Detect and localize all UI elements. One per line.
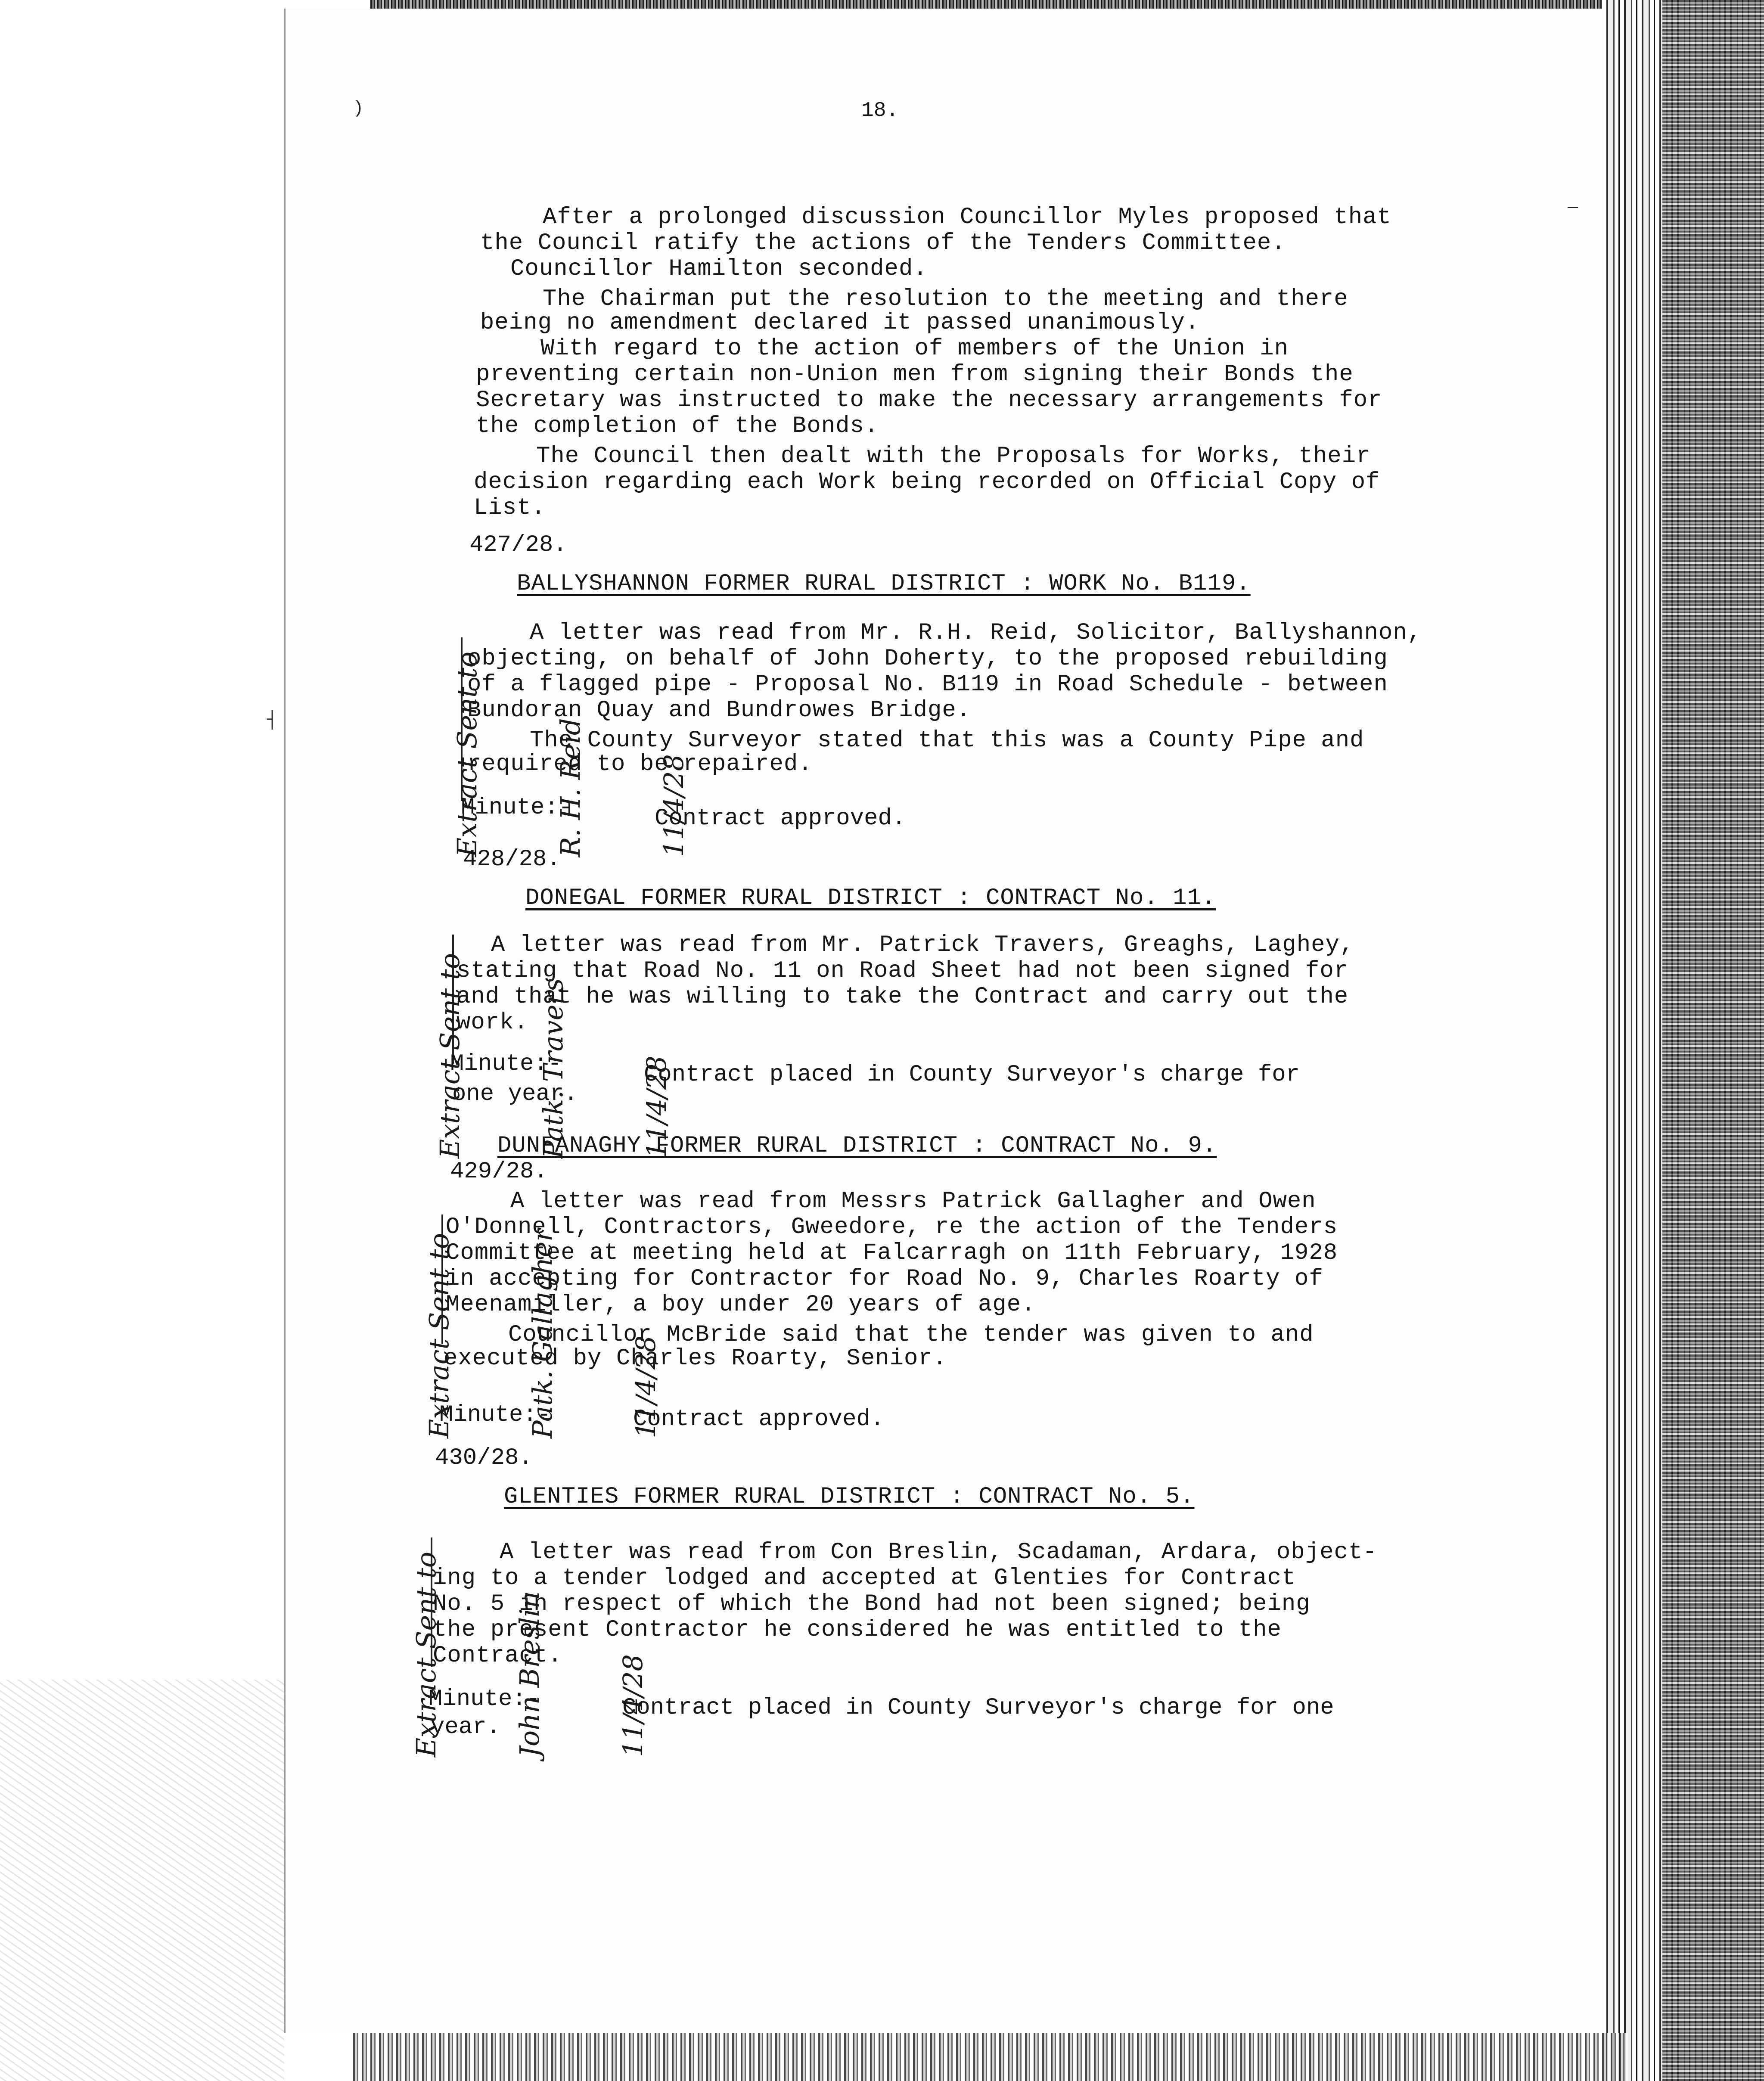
scan-mark: ) — [353, 99, 364, 118]
minute-text: one year. — [452, 1081, 578, 1107]
handwritten-annotation: Extract Sent to Patk. Gallagher 11/4/28 — [423, 1229, 662, 1438]
body-line: A letter was read from Con Breslin, Scadaman, Ardara, object- — [500, 1539, 1377, 1565]
intro-line: Councillor Hamilton seconded. — [510, 256, 928, 282]
minute-text: year. — [431, 1714, 501, 1740]
intro-line: After a prolonged discussion Councillor Myles proposed that — [543, 204, 1391, 230]
handwritten-annotation: Extract Sent to Patk. Travers 11/4/28 — [434, 953, 672, 1159]
body-line: A letter was read from Messrs Patrick Gallagher and Owen — [510, 1188, 1316, 1214]
body-line: required to be repaired. — [467, 751, 813, 777]
intro-line: decision regarding each Work being recorded on Official Copy of — [474, 469, 1380, 495]
scan-noise — [0, 1680, 284, 2081]
scan-mark: — — [1568, 198, 1578, 217]
body-line: executed by Charles Roarty, Senior. — [444, 1345, 947, 1372]
body-line: in accepting for Contractor for Road No. 9, Charles Roarty of — [446, 1266, 1323, 1292]
minute-text: Contract approved. — [633, 1406, 885, 1432]
book-page-edges-shade — [1662, 0, 1764, 2081]
intro-line: the Council ratify the actions of the Tenders Committee. — [480, 230, 1286, 256]
body-line: O'Donnell, Contractors, Gweedore, re the action of the Tenders — [446, 1214, 1338, 1240]
body-line: work. — [457, 1009, 529, 1036]
section-heading: DONEGAL FORMER RURAL DISTRICT : CONTRACT No. 11. — [525, 885, 1216, 911]
section-heading: GLENTIES FORMER RURAL DISTRICT : CONTRACT No. 5. — [504, 1484, 1195, 1510]
handwritten-annotation: Extract Sent to R. H. Reid 11/4/28 — [451, 651, 689, 857]
body-line: and that he was willing to take the Contract and carry out the — [457, 984, 1349, 1010]
minute-text: Contract placed in County Surveyor's charge for one — [622, 1695, 1334, 1721]
body-line: The County Surveyor stated that this was a County Pipe and — [530, 727, 1364, 754]
minute-label: Minute:- — [429, 1686, 540, 1712]
body-line: A letter was read from Mr. R.H. Reid, Solicitor, Ballyshannon, — [530, 620, 1422, 646]
minute-label: Minute:- — [439, 1402, 551, 1428]
handwritten-annotation: Extract Sent to John Breslin 11/4/28 — [410, 1551, 649, 1757]
body-line: No. 5 in respect of which the Bond had not been signed; being — [433, 1591, 1311, 1617]
minute-reference: 427/28. — [469, 532, 567, 558]
scan-mark: ┤ — [267, 711, 278, 730]
body-line: Committee at meeting held at Falcarragh on 11th February, 1928 — [446, 1240, 1338, 1266]
body-line: stating that Road No. 11 on Road Sheet had not been signed for — [457, 958, 1349, 984]
minute-reference: 430/28. — [435, 1445, 533, 1471]
intro-line: With regard to the action of members of the Union in — [540, 335, 1289, 362]
body-line: A letter was read from Mr. Patrick Travers, Greaghs, Laghey, — [491, 932, 1354, 958]
intro-line: being no amendment declared it passed unanimously. — [480, 310, 1200, 336]
intro-line: preventing certain non-Union men from signing their Bonds the — [476, 361, 1354, 388]
body-line: Meenamiller, a boy under 20 years of age. — [446, 1292, 1036, 1318]
minute-label: Minute:- — [461, 795, 573, 821]
body-line: of a flagged pipe - Proposal No. B119 in Road Schedule - between — [467, 671, 1388, 698]
minute-text: Contract placed in County Surveyor's charge for — [644, 1062, 1300, 1088]
body-line: ing to a tender lodged and accepted at Glenties for Contract — [433, 1565, 1296, 1591]
intro-line: List. — [474, 495, 546, 521]
body-line: objecting, on behalf of John Doherty, to the proposed rebuilding — [467, 646, 1388, 672]
minute-reference: 428/28. — [463, 846, 561, 873]
intro-line: the completion of the Bonds. — [476, 413, 879, 439]
body-line: Contract. — [433, 1643, 562, 1669]
section-heading: BALLYSHANNON FORMER RURAL DISTRICT : WORK No. B119. — [517, 571, 1251, 597]
intro-line: The Council then dealt with the Proposals for Works, their — [536, 443, 1371, 469]
body-line: Bundoran Quay and Bundrowes Bridge. — [467, 697, 971, 724]
section-heading: DUNFANAGHY FORMER RURAL DISTRICT : CONTRACT No. 9. — [497, 1133, 1217, 1159]
body-line: Councillor McBride said that the tender was given to and — [508, 1322, 1314, 1348]
intro-line: The Chairman put the resolution to the meeting and there — [543, 286, 1348, 312]
book-binding-bottom — [353, 2033, 1628, 2081]
intro-line: Secretary was instructed to make the necessary arrangements for — [476, 387, 1382, 413]
minute-text: Contract approved. — [655, 805, 906, 832]
minute-label: Minute:- — [450, 1051, 562, 1077]
minute-reference: 429/28. — [450, 1159, 548, 1185]
page-number: 18. — [861, 99, 899, 122]
body-line: the present Contractor he considered he was entitled to the — [433, 1617, 1282, 1643]
